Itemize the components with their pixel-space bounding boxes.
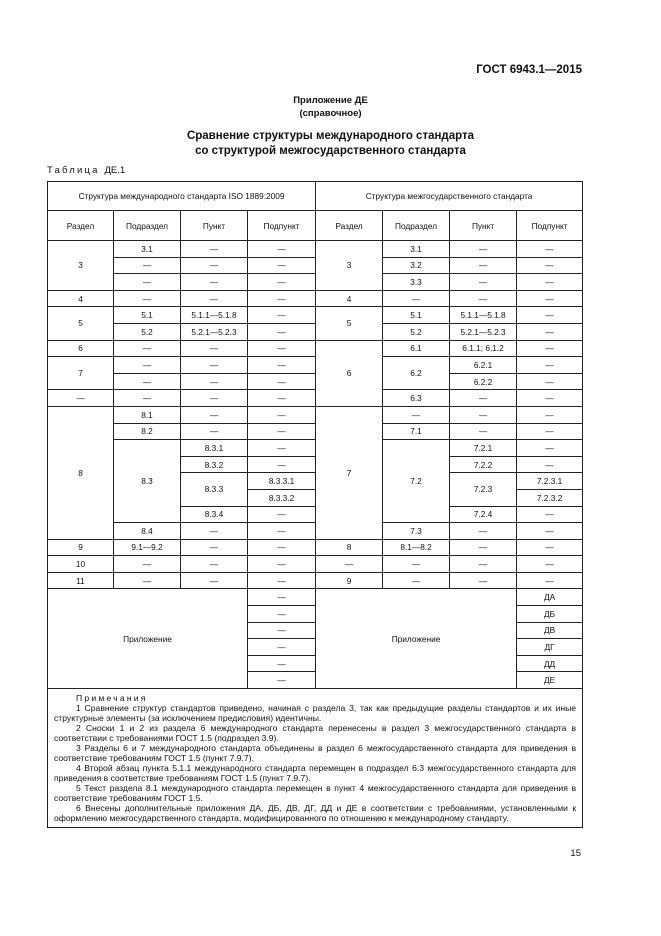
- cell: 8.3.4: [181, 506, 248, 523]
- cell: —: [383, 406, 450, 423]
- col-header: Подпункт: [248, 211, 316, 241]
- notes-row: [48, 689, 583, 828]
- cell: —: [517, 307, 583, 324]
- group-header-international: Структура международного стандарта ISO 1889:2009: [48, 182, 316, 211]
- cell: —: [517, 440, 583, 457]
- cell: —: [517, 456, 583, 473]
- cell: —: [114, 274, 181, 291]
- table-row: [48, 357, 583, 374]
- cell: 7.2.2: [450, 456, 517, 473]
- cell: 8.3.1: [181, 440, 248, 457]
- cell: —: [248, 606, 316, 623]
- cell: 5.2: [114, 323, 181, 340]
- note-paragraph: 3 Разделы 6 и 7 международного стандарта объединены в раздел 6 межгосударственного стандарта для приведения в соответствие требованиям ГОСТ 1.5 (пункт 7.9.7).: [54, 743, 577, 764]
- table-column-header: [48, 211, 583, 241]
- cell: 3.2: [383, 257, 450, 274]
- cell: 5.2.1—5.2.3: [181, 323, 248, 340]
- cell: 8.3.3: [181, 473, 248, 506]
- cell: ДБ: [517, 606, 583, 623]
- cell: —: [450, 257, 517, 274]
- cell: 6.1.1; 6.1.2: [450, 340, 517, 357]
- section-title-line1: Сравнение структуры международного стандарта: [186, 130, 475, 142]
- cell: —: [114, 572, 181, 589]
- table-row: [48, 589, 583, 606]
- cell: —: [517, 274, 583, 291]
- cell: —: [517, 506, 583, 523]
- cell: —: [517, 556, 583, 573]
- table-row: [48, 406, 583, 423]
- cell: —: [48, 390, 114, 407]
- cell: 3.1: [383, 241, 450, 258]
- cell: —: [248, 373, 316, 390]
- cell: —: [450, 539, 517, 556]
- cell: —: [114, 373, 181, 390]
- table-row: [48, 523, 583, 540]
- cell: —: [114, 556, 181, 573]
- cell: 6.2.2: [450, 373, 517, 390]
- cell: —: [181, 241, 248, 258]
- cell: ДГ: [517, 639, 583, 656]
- cell: —: [517, 323, 583, 340]
- notes-cell: [48, 689, 583, 828]
- cell: —: [181, 539, 248, 556]
- cell: 9: [48, 539, 114, 556]
- notes-title: Примечания: [76, 693, 148, 704]
- cell: —: [517, 423, 583, 440]
- cell: —: [517, 406, 583, 423]
- cell: 5.2: [383, 323, 450, 340]
- cell: 11: [48, 572, 114, 589]
- cell: 3: [48, 241, 114, 291]
- cell: ДД: [517, 655, 583, 672]
- col-header: Подраздел: [383, 211, 450, 241]
- appendix-cell-left: Приложение: [48, 589, 248, 689]
- cell: —: [248, 423, 316, 440]
- cell: ДА: [517, 589, 583, 606]
- cell: —: [450, 241, 517, 258]
- page-number: 15: [570, 848, 581, 859]
- cell: —: [181, 257, 248, 274]
- cell: 5: [48, 307, 114, 340]
- cell: 10: [48, 556, 114, 573]
- cell: —: [517, 539, 583, 556]
- cell: —: [517, 572, 583, 589]
- cell: —: [248, 506, 316, 523]
- table-row: [48, 290, 583, 307]
- col-header: Подпункт: [517, 211, 583, 241]
- cell: 8.3.3.2: [248, 489, 316, 506]
- cell: —: [517, 290, 583, 307]
- cell: 5: [316, 307, 383, 340]
- table-label: [47, 165, 125, 176]
- table-label-word: Таблица: [47, 165, 100, 176]
- cell: —: [248, 340, 316, 357]
- cell: 8.3.2: [181, 456, 248, 473]
- cell: 8.4: [114, 523, 181, 540]
- cell: 4: [316, 290, 383, 307]
- cell: 3: [316, 241, 383, 291]
- cell: 7.2: [383, 440, 450, 523]
- group-header-interstate: Структура межгосударственного стандарта: [316, 182, 583, 211]
- cell: —: [450, 423, 517, 440]
- table-row: [48, 572, 583, 589]
- cell: —: [248, 622, 316, 639]
- cell: —: [450, 556, 517, 573]
- table-row: [48, 274, 583, 291]
- cell: 7.2.1: [450, 440, 517, 457]
- table-row: [48, 340, 583, 357]
- cell: —: [248, 523, 316, 540]
- cell: —: [248, 655, 316, 672]
- cell: —: [517, 523, 583, 540]
- table-row: [48, 307, 583, 324]
- table-row: [48, 423, 583, 440]
- cell: 7: [48, 357, 114, 390]
- appendix-subtitle: (справочное): [299, 108, 362, 119]
- table-row: [48, 440, 583, 457]
- section-title-line2: со структурой межгосударственного стандарта: [195, 145, 466, 157]
- cell: 8.2: [114, 423, 181, 440]
- cell: 8: [48, 406, 114, 539]
- cell: —: [181, 423, 248, 440]
- note-paragraph: 5 Текст раздела 8.1 международного стандарта перемещен в пункт 4 межгосударственного стандарта для приведения в соответствие требованиям ГОСТ 1.5.: [54, 783, 577, 804]
- cell: 7.2.3.1: [517, 473, 583, 490]
- cell: —: [248, 456, 316, 473]
- cell: —: [181, 357, 248, 374]
- cell: —: [383, 556, 450, 573]
- cell: —: [517, 340, 583, 357]
- table-row: [48, 390, 583, 407]
- cell: —: [450, 406, 517, 423]
- cell: 7.2.3: [450, 473, 517, 506]
- cell: —: [248, 440, 316, 457]
- note-paragraph: 6 Внесены дополнительные приложения ДА, ДБ, ДВ, ДГ, ДД и ДЕ в соответствии с требованиями, установленными к оформлению межгосударственного стандарта, модифицированного по отношению к международному стандарту.: [54, 803, 577, 824]
- cell: 5.1.1—5.1.8: [181, 307, 248, 324]
- cell: —: [248, 406, 316, 423]
- cell: —: [450, 523, 517, 540]
- cell: —: [517, 390, 583, 407]
- cell: 9: [316, 572, 383, 589]
- cell: —: [450, 290, 517, 307]
- cell: 6.1: [383, 340, 450, 357]
- cell: 8.3: [114, 440, 181, 523]
- note-paragraph: 1 Сравнение структур стандартов приведено, начиная с раздела 3, так как предыдущие разделы стандартов и их иные структурные элементы (за исключением предисловия) идентичны.: [54, 703, 577, 724]
- cell: —: [114, 357, 181, 374]
- cell: 6.2: [383, 357, 450, 390]
- cell: —: [248, 241, 316, 258]
- cell: 8.1—8.2: [383, 539, 450, 556]
- cell: —: [248, 307, 316, 324]
- table-row: [48, 556, 583, 573]
- cell: —: [248, 274, 316, 291]
- cell: 6.2.1: [450, 357, 517, 374]
- cell: —: [181, 290, 248, 307]
- col-header: Раздел: [48, 211, 114, 241]
- cell: —: [181, 340, 248, 357]
- cell: —: [114, 257, 181, 274]
- cell: —: [181, 572, 248, 589]
- col-header: Подраздел: [114, 211, 181, 241]
- appendix-cell-right: Приложение: [316, 589, 517, 689]
- cell: —: [316, 556, 383, 573]
- cell: —: [517, 241, 583, 258]
- cell: —: [517, 373, 583, 390]
- cell: 7: [316, 406, 383, 539]
- cell: —: [181, 523, 248, 540]
- cell: —: [248, 539, 316, 556]
- document-header: ГОСТ 6943.1—2015: [476, 64, 582, 76]
- cell: —: [248, 556, 316, 573]
- note-paragraph: 4 Второй абзац пункта 5.1.1 международного стандарта перемещен в подраздел 6.3 межгосударственного стандарта для приведения в соответствие требованиям ГОСТ 1.5 (пункт 7.9.7).: [54, 763, 577, 784]
- table-row: [48, 241, 583, 258]
- cell: —: [517, 357, 583, 374]
- cell: —: [517, 257, 583, 274]
- cell: —: [248, 639, 316, 656]
- cell: 6.3: [383, 390, 450, 407]
- cell: ДВ: [517, 622, 583, 639]
- cell: 8.1: [114, 406, 181, 423]
- cell: —: [114, 340, 181, 357]
- comparison-table: [47, 181, 583, 828]
- cell: —: [450, 572, 517, 589]
- cell: —: [181, 274, 248, 291]
- table-row: [48, 257, 583, 274]
- cell: 8.3.3.1: [248, 473, 316, 490]
- cell: —: [114, 290, 181, 307]
- cell: —: [248, 257, 316, 274]
- table-group-header: [48, 182, 583, 211]
- cell: 5.1: [383, 307, 450, 324]
- cell: 7.1: [383, 423, 450, 440]
- cell: —: [383, 290, 450, 307]
- cell: 7.3: [383, 523, 450, 540]
- table-row: [48, 539, 583, 556]
- table-label-number: ДЕ.1: [104, 165, 126, 176]
- cell: 9.1—9.2: [114, 539, 181, 556]
- cell: —: [450, 390, 517, 407]
- cell: 5.1: [114, 307, 181, 324]
- cell: —: [181, 390, 248, 407]
- cell: —: [248, 323, 316, 340]
- cell: 6: [48, 340, 114, 357]
- cell: —: [181, 556, 248, 573]
- cell: —: [383, 572, 450, 589]
- cell: 5.2.1—5.2.3: [450, 323, 517, 340]
- cell: —: [248, 390, 316, 407]
- note-paragraph: 2 Сноски 1 и 2 из раздела 6 международного стандарта перенесены в раздел 3 межгосударственного стандарта в соответствии с требованиями ГОСТ 1.5 (подраздел 3.9).: [54, 723, 577, 744]
- cell: —: [450, 274, 517, 291]
- cell: 4: [48, 290, 114, 307]
- cell: —: [248, 290, 316, 307]
- cell: —: [181, 406, 248, 423]
- cell: —: [114, 390, 181, 407]
- cell: —: [248, 572, 316, 589]
- cell: 3.1: [114, 241, 181, 258]
- col-header: Пункт: [181, 211, 248, 241]
- cell: —: [181, 373, 248, 390]
- cell: 6: [316, 340, 383, 406]
- cell: 7.2.3.2: [517, 489, 583, 506]
- cell: 7.2.4: [450, 506, 517, 523]
- cell: —: [248, 357, 316, 374]
- cell: —: [248, 589, 316, 606]
- cell: 3.3: [383, 274, 450, 291]
- appendix-title: Приложение ДЕ: [293, 95, 368, 106]
- table-row: [48, 323, 583, 340]
- cell: 5.1.1—5.1.8: [450, 307, 517, 324]
- table-row: [48, 373, 583, 390]
- col-header: Пункт: [450, 211, 517, 241]
- cell: —: [248, 672, 316, 689]
- cell: 8: [316, 539, 383, 556]
- cell: ДЕ: [517, 672, 583, 689]
- col-header: Раздел: [316, 211, 383, 241]
